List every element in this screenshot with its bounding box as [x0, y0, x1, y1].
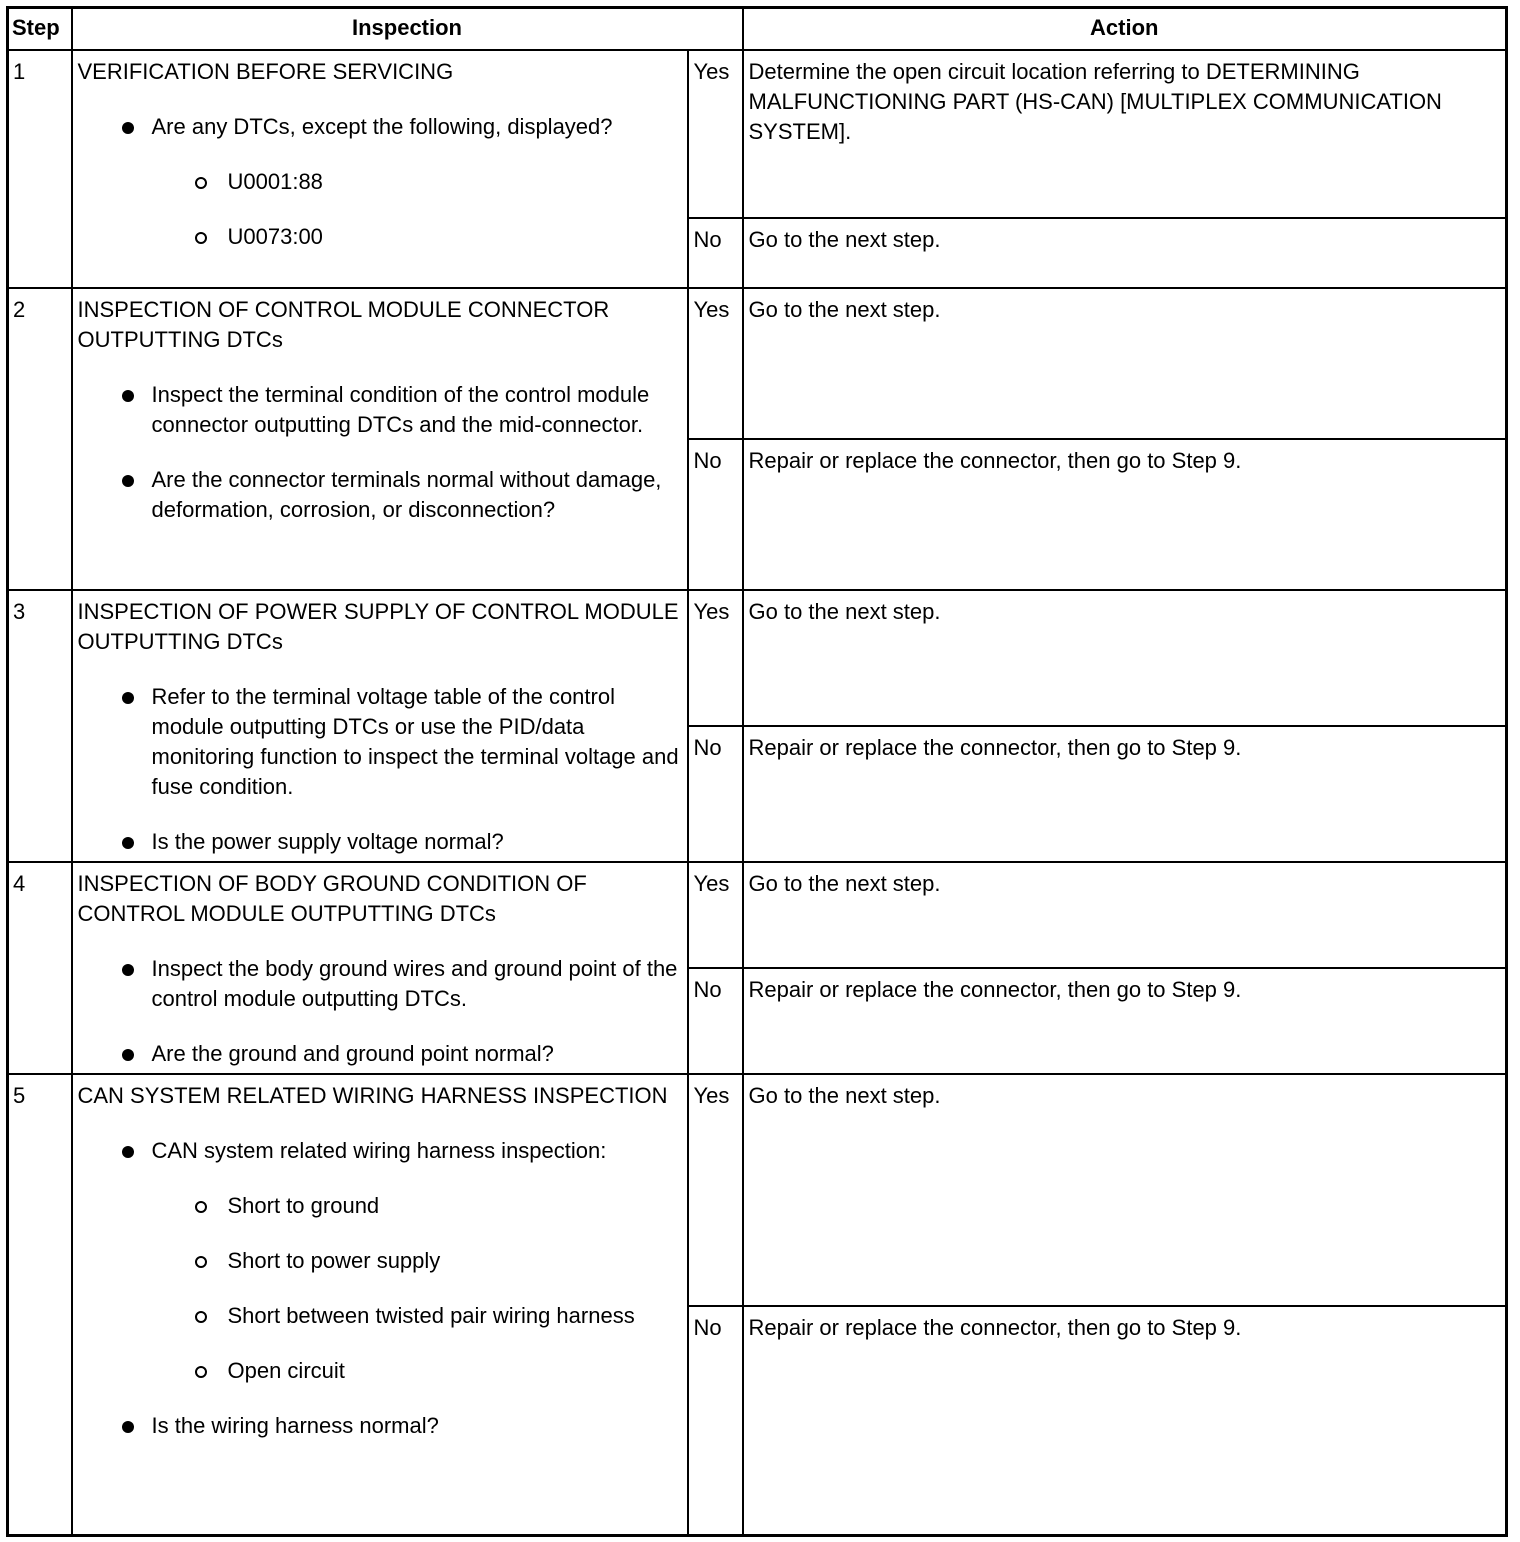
bullet-item: Inspect the body ground wires and ground point of the control module outputting DTCs.	[152, 954, 682, 1014]
bullet-item: Are the connector terminals normal without damage, deformation, corrosion, or disconnection?	[152, 465, 682, 525]
no-action: Go to the next step.	[743, 218, 1507, 288]
table-row	[8, 288, 1507, 439]
sub-bullet-item: U0001:88	[228, 167, 682, 197]
sub-bullet-item: Short between twisted pair wiring harness	[228, 1301, 682, 1331]
troubleshooting-table	[6, 6, 1508, 1537]
inspection-title: CAN SYSTEM RELATED WIRING HARNESS INSPECTION	[77, 1082, 668, 1108]
step-number: 1	[8, 50, 72, 288]
header-step: Step	[8, 8, 72, 50]
bullet-item: Are the ground and ground point normal?	[152, 1039, 682, 1069]
bullet-item: Inspect the terminal condition of the control module connector outputting DTCs and the mid-connector.	[152, 380, 682, 440]
step-number: 4	[8, 862, 72, 1074]
no-action: Repair or replace the connector, then go to Step 9.	[743, 439, 1507, 590]
sub-bullet-item: Short to power supply	[228, 1246, 682, 1276]
no-action: Repair or replace the connector, then go to Step 9.	[743, 1306, 1507, 1536]
sub-bullet-item: Open circuit	[228, 1356, 682, 1386]
yes-label: Yes	[688, 288, 743, 439]
yes-label: Yes	[688, 50, 743, 218]
yes-action: Determine the open circuit location referring to DETERMINING MALFUNCTIONING PART (HS-CAN) [MULTIPLEX COMMUNICATION SYSTEM].	[743, 50, 1507, 218]
sub-bullet-item: U0073:00	[228, 222, 682, 252]
bullet-item: Is the power supply voltage normal?	[152, 827, 682, 857]
bullet-item: Refer to the terminal voltage table of the control module outputting DTCs or use the PID/data monitoring function to inspect the terminal voltage and fuse condition.	[152, 682, 682, 802]
inspection-title: INSPECTION OF POWER SUPPLY OF CONTROL MODULE OUTPUTTING DTCs	[77, 598, 679, 654]
table-body	[8, 50, 1507, 1536]
inspection-title: INSPECTION OF CONTROL MODULE CONNECTOR OUTPUTTING DTCs	[77, 296, 610, 352]
bullet-item: Is the wiring harness normal?	[152, 1411, 682, 1441]
inspection-cell	[72, 590, 688, 862]
no-label: No	[688, 218, 743, 288]
sub-bullet-item: Short to ground	[228, 1191, 682, 1221]
yes-action: Go to the next step.	[743, 590, 1507, 726]
no-label: No	[688, 968, 743, 1074]
no-label: No	[688, 1306, 743, 1536]
inspection-cell	[72, 1074, 688, 1536]
table-row	[8, 590, 1507, 726]
bullet-item: Are any DTCs, except the following, displayed?	[152, 112, 682, 142]
no-label: No	[688, 726, 743, 862]
table-row	[8, 1074, 1507, 1306]
inspection-cell	[72, 862, 688, 1074]
header-inspection: Inspection	[72, 8, 743, 50]
step-number: 5	[8, 1074, 72, 1536]
bullet-item: CAN system related wiring harness inspection:	[152, 1136, 682, 1166]
table-row	[8, 50, 1507, 218]
no-action: Repair or replace the connector, then go to Step 9.	[743, 726, 1507, 862]
header-row	[8, 8, 1507, 50]
yes-action: Go to the next step.	[743, 288, 1507, 439]
inspection-cell	[72, 288, 688, 590]
header-action: Action	[743, 8, 1507, 50]
yes-label: Yes	[688, 862, 743, 968]
table-row	[8, 862, 1507, 968]
no-label: No	[688, 439, 743, 590]
no-action: Repair or replace the connector, then go to Step 9.	[743, 968, 1507, 1074]
yes-action: Go to the next step.	[743, 1074, 1507, 1306]
yes-label: Yes	[688, 590, 743, 726]
inspection-title: VERIFICATION BEFORE SERVICING	[77, 58, 454, 84]
yes-action: Go to the next step.	[743, 862, 1507, 968]
yes-label: Yes	[688, 1074, 743, 1306]
inspection-title: INSPECTION OF BODY GROUND CONDITION OF CONTROL MODULE OUTPUTTING DTCs	[77, 870, 587, 926]
step-number: 3	[8, 590, 72, 862]
step-number: 2	[8, 288, 72, 590]
inspection-cell	[72, 50, 688, 288]
